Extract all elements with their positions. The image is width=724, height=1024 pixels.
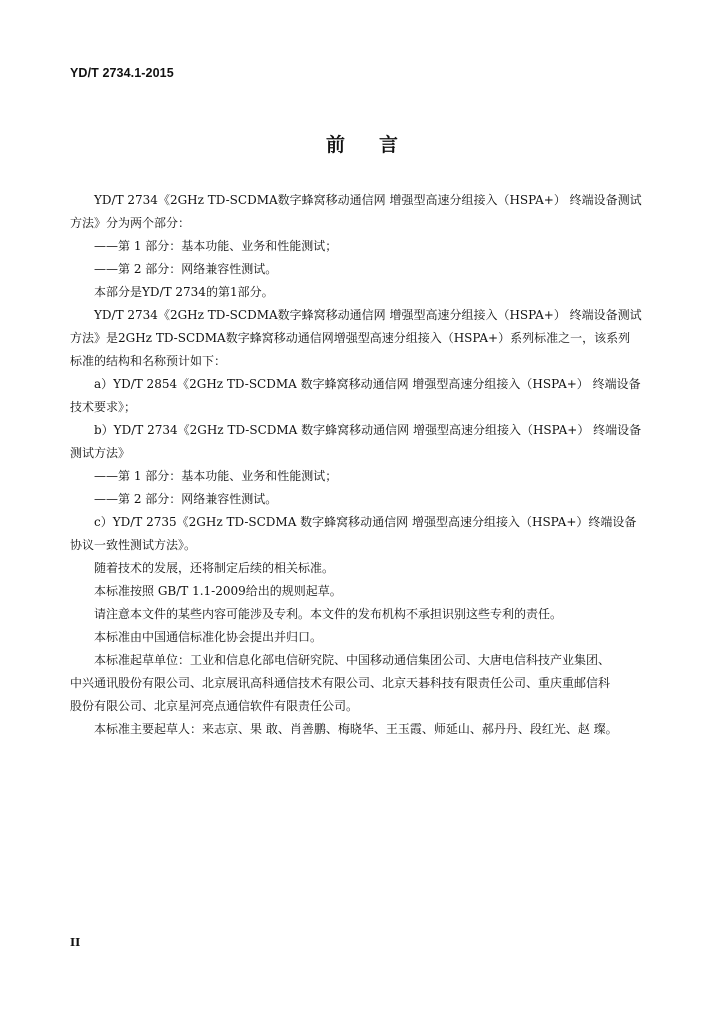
text-line: 随着技术的发展，还将制定后续的相关标准。 — [94, 561, 335, 575]
text-line: ——第 2 部分：网络兼容性测试。 — [94, 262, 278, 276]
text-line: ——第 2 部分：网络兼容性测试。 — [94, 492, 278, 506]
text-line: 股份有限公司、北京星河亮点通信软件有限责任公司。 — [70, 699, 359, 713]
text-line: 本标准按照 GB/T 1.1-2009给出的规则起草。 — [94, 584, 342, 598]
text-line: 本部分是YD/T 2734的第1部分。 — [94, 285, 274, 299]
text-line: 本标准主要起草人：来志京、果 敢、肖善鹏、梅晓华、王玉霞、师延山、郝丹丹、段红光、赵 璨。 — [94, 722, 618, 736]
text-line: 方法》是2GHz TD-SCDMA数字蜂窝移动通信网增强型高速分组接入（HSPA+）系列标准之一，该系列 — [70, 331, 631, 345]
foreword-body — [70, 189, 653, 741]
page-number: II — [70, 936, 81, 949]
text-line: c）YD/T 2735《2GHz TD-SCDMA 数字蜂窝移动通信网 增强型高速分组接入（HSPA+）终端设备 — [94, 515, 637, 529]
text-line: a）YD/T 2854《2GHz TD-SCDMA 数字蜂窝移动通信网 增强型高速分组接入（HSPA+） 终端设备 — [94, 377, 641, 391]
text-line: 本标准起草单位：工业和信息化部电信研究院、中国移动通信集团公司、大唐电信科技产业集团、 — [94, 653, 611, 667]
text-line: 技术要求》； — [70, 400, 137, 414]
text-line: ——第 1 部分：基本功能、业务和性能测试； — [94, 239, 338, 253]
text-line: b）YD/T 2734《2GHz TD-SCDMA 数字蜂窝移动通信网 增强型高速分组接入（HSPA+） 终端设备 — [94, 423, 642, 437]
text-line: 方法》分为两个部分： — [70, 216, 191, 230]
text-line: ——第 1 部分：基本功能、业务和性能测试； — [94, 469, 338, 483]
text-line: 测试方法》 — [70, 446, 131, 460]
page-title: 前言 — [325, 134, 432, 156]
text-line: YD/T 2734《2GHz TD-SCDMA数字蜂窝移动通信网 增强型高速分组接入（HSPA+） 终端设备测试 — [94, 193, 642, 207]
text-line: 本标准由中国通信标准化协会提出并归口。 — [94, 630, 323, 644]
text-line: YD/T 2734《2GHz TD-SCDMA数字蜂窝移动通信网 增强型高速分组接入（HSPA+） 终端设备测试 — [94, 308, 642, 322]
document-number: YD/T 2734.1-2015 — [70, 66, 174, 80]
text-line: 请注意本文件的某些内容可能涉及专利。本文件的发布机构不承担识别这些专利的责任。 — [94, 607, 563, 621]
text-line: 标准的结构和名称预计如下： — [70, 354, 227, 368]
text-line: 协议一致性测试方法》。 — [70, 538, 197, 552]
text-line: 中兴通讯股份有限公司、北京展讯高科通信技术有限公司、北京天碁科技有限责任公司、重庆重邮信科 — [70, 676, 611, 690]
